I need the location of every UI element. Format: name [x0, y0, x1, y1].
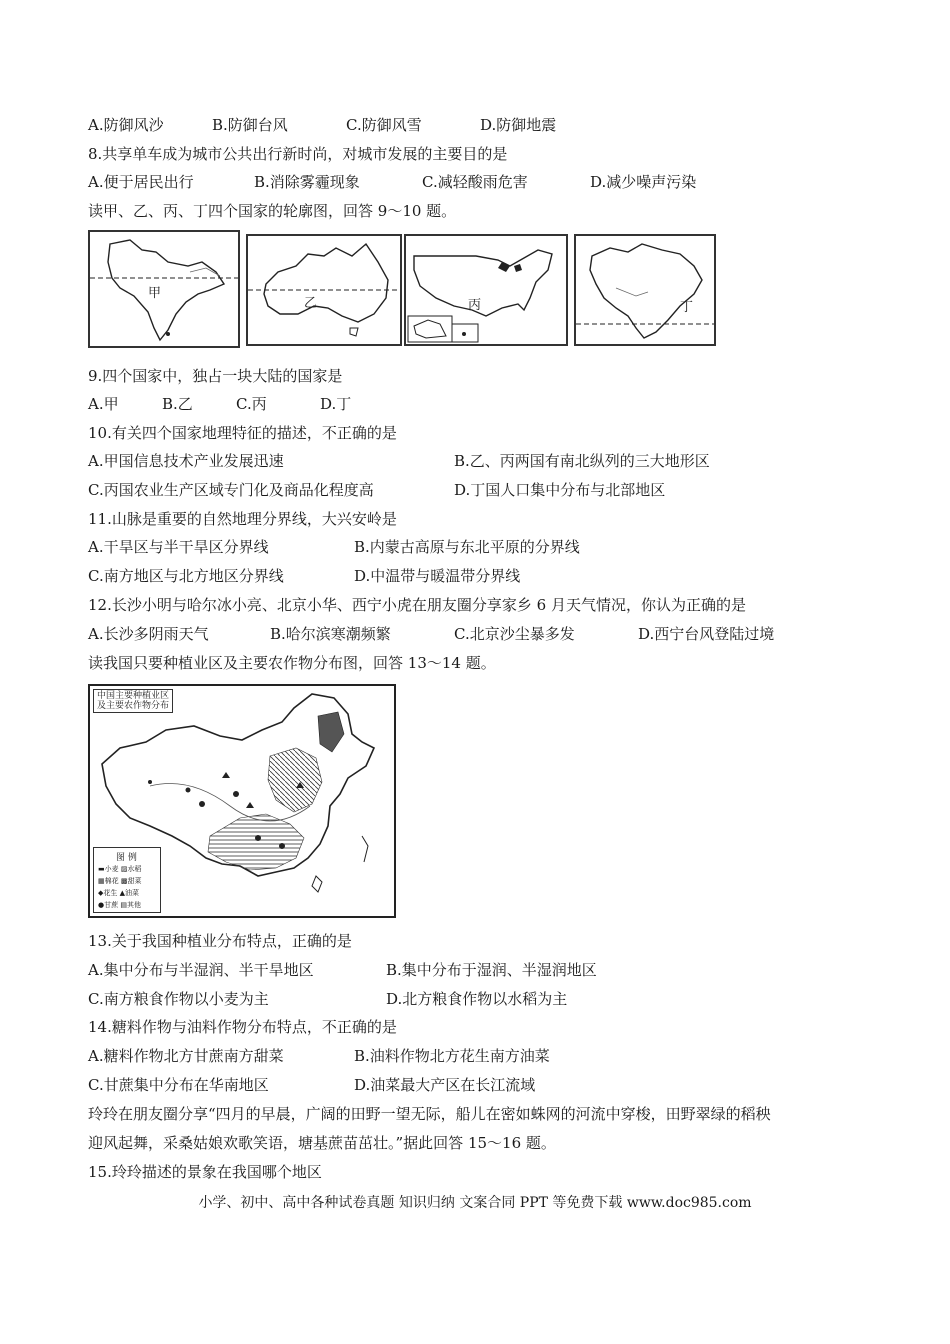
q14-option-a: A.糖料作物北方甘蔗南方甜菜 — [88, 1047, 284, 1065]
page-footer: 小学、初中、高中各种试卷真题 知识归纳 文案合同 PPT 等免费下载 www.doc985.com — [198, 1195, 752, 1211]
q10-option-d: D.丁国人口集中分布与北部地区 — [454, 481, 666, 499]
legend-row: ▦棉花 ▩甜菜 — [98, 877, 142, 885]
q11-option-c: C.南方地区与北方地区分界线 — [88, 567, 284, 585]
china-map-legend — [93, 847, 161, 913]
map-ding — [574, 234, 716, 346]
q12-option-d: D.西宁台风登陆过境 — [638, 625, 775, 643]
q9-stem: 9.四个国家中，独占一块大陆的国家是 — [88, 367, 343, 385]
q8-stem: 8.共享单车成为城市公共出行新时尚，对城市发展的主要目的是 — [88, 145, 508, 163]
legend-row: ●甘蔗 ▤其他 — [98, 901, 141, 909]
q8-option-c: C.减轻酸雨危害 — [422, 173, 528, 191]
q12-option-c: C.北京沙尘暴多发 — [454, 625, 575, 643]
q10-option-c: C.丙国农业生产区域专门化及商品化程度高 — [88, 481, 374, 499]
q13-option-a: A.集中分布与半湿润、半干旱地区 — [88, 961, 314, 979]
map-jia — [88, 230, 240, 348]
legend-title: 图 例 — [116, 853, 137, 863]
map-bing — [404, 234, 568, 346]
q9-option-a: A.甲 — [88, 395, 119, 413]
legend-row: ▬小麦 ▨水稻 — [98, 865, 142, 873]
q7-option-a: A.防御风沙 — [88, 116, 164, 134]
map-bing-label: 丙 — [468, 298, 482, 313]
q8-option-a: A.便于居民出行 — [88, 173, 194, 191]
map-yi-label: 乙 — [304, 296, 318, 311]
q7-option-c: C.防御风雪 — [346, 116, 422, 134]
usa-outline-icon — [406, 236, 566, 344]
q14-stem: 14.糖料作物与油料作物分布特点，不正确的是 — [88, 1018, 397, 1036]
q14-option-b: B.油料作物北方花生南方油菜 — [354, 1047, 550, 1065]
q8-option-d: D.减少噪声污染 — [590, 173, 697, 191]
q10-option-b: B.乙、丙两国有南北纵列的三大地形区 — [454, 452, 710, 470]
q9-option-d: D.丁 — [320, 395, 352, 413]
intro-15-16-line-1: 玲玲在朋友圈分享“四月的早晨，广阔的田野一望无际，船儿在密如蛛网的河流中穿梭，田野翠绿的稻秧 — [88, 1105, 771, 1123]
map-yi — [246, 234, 402, 346]
intro-13-14: 读我国只要种植业区及主要农作物分布图，回答 13～14 题。 — [88, 654, 496, 672]
brazil-outline-icon — [576, 236, 714, 344]
q7-option-b: B.防御台风 — [212, 116, 288, 134]
china-crop-map — [88, 684, 396, 918]
q9-option-b: B.乙 — [162, 395, 193, 413]
q13-option-d: D.北方粮食作物以水稻为主 — [386, 990, 568, 1008]
q10-option-a: A.甲国信息技术产业发展迅速 — [88, 452, 284, 470]
q10-stem: 10.有关四个国家地理特征的描述，不正确的是 — [88, 424, 397, 442]
australia-outline-icon — [248, 236, 400, 344]
q12-option-a: A.长沙多阴雨天气 — [88, 625, 209, 643]
q12-stem: 12.长沙小明与哈尔冰小亮、北京小华、西宁小虎在朋友圈分享家乡 6 月天气情况，你认为正确的是 — [88, 596, 746, 614]
q13-stem: 13.关于我国种植业分布特点，正确的是 — [88, 932, 352, 950]
q13-option-c: C.南方粮食作物以小麦为主 — [88, 990, 269, 1008]
q11-option-d: D.中温带与暖温带分界线 — [354, 567, 521, 585]
q15-stem: 15.玲玲描述的景象在我国哪个地区 — [88, 1163, 322, 1181]
china-map-title — [93, 689, 173, 713]
q14-option-c: C.甘蔗集中分布在华南地区 — [88, 1076, 269, 1094]
q11-stem: 11.山脉是重要的自然地理分界线，大兴安岭是 — [88, 510, 397, 528]
q8-option-b: B.消除雾霾现象 — [254, 173, 360, 191]
india-outline-icon — [90, 232, 238, 346]
map-ding-label: 丁 — [680, 300, 694, 315]
q14-option-d: D.油菜最大产区在长江流域 — [354, 1076, 536, 1094]
q12-option-b: B.哈尔滨寒潮频繁 — [270, 625, 391, 643]
q11-option-b: B.内蒙古高原与东北平原的分界线 — [354, 538, 580, 556]
china-map-title-line-2: 及主要农作物分布 — [97, 701, 170, 711]
legend-row: ◆花生 ▲油菜 — [98, 889, 139, 897]
map-jia-label: 甲 — [148, 286, 162, 301]
q13-option-b: B.集中分布于湿润、半湿润地区 — [386, 961, 597, 979]
q9-option-c: C.丙 — [236, 395, 267, 413]
china-map-title-line-1: 中国主要种植业区 — [97, 691, 170, 701]
q11-option-a: A.干旱区与半干旱区分界线 — [88, 538, 269, 556]
q7-option-d: D.防御地震 — [480, 116, 557, 134]
intro-9-10: 读甲、乙、丙、丁四个国家的轮廓图，回答 9～10 题。 — [88, 202, 457, 220]
intro-15-16-line-2: 迎风起舞，采桑姑娘欢歌笑语，塘基蔗苗茁壮。”据此回答 15～16 题。 — [88, 1134, 556, 1152]
